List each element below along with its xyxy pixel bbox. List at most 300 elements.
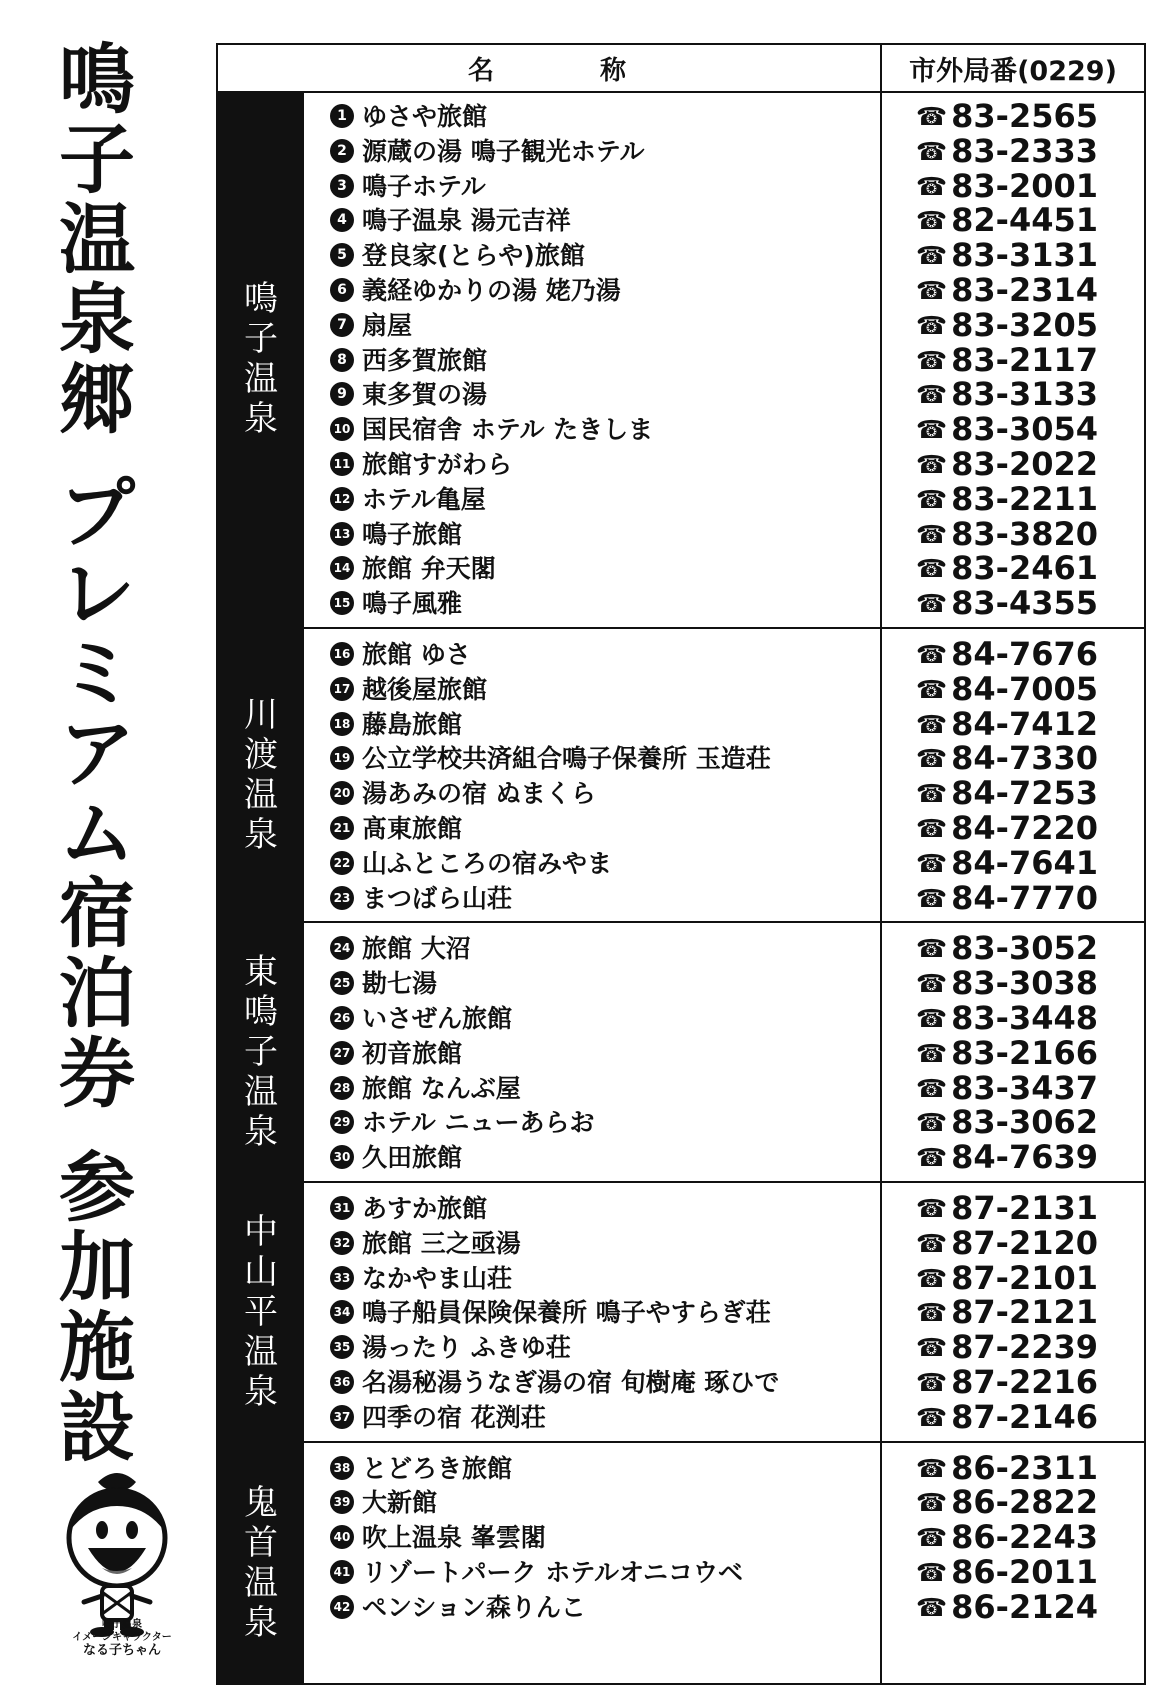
- section-label-char: 渡: [244, 735, 278, 776]
- facility-phone: [916, 238, 1098, 273]
- mascot-caption: [62, 1618, 182, 1657]
- section-label-char: 首: [244, 1522, 278, 1563]
- section-label-char: 中: [244, 1211, 278, 1252]
- phone-number: 86-2243: [951, 1518, 1099, 1557]
- table-row: [218, 1520, 1144, 1555]
- section-3: [218, 923, 1144, 1183]
- facility-name: 旅館 大沼: [362, 934, 471, 964]
- phone-number: 83-3052: [951, 929, 1099, 968]
- phone-icon: ☎: [916, 241, 948, 271]
- phone-icon: ☎: [916, 1228, 948, 1258]
- facility-phone: [916, 878, 1099, 917]
- table-row: [218, 447, 1144, 482]
- section-label-char: 温: [244, 1331, 278, 1372]
- phone-icon: ☎: [916, 1003, 948, 1033]
- facility-phone: [916, 1330, 1098, 1365]
- title-char: 温: [59, 195, 135, 284]
- facility-name: 湯あみの宿 ぬまくら: [362, 779, 596, 809]
- title-char: プ: [59, 469, 135, 558]
- facility-name: 旅館 弁天閣: [362, 554, 496, 584]
- phone-number: 83-2117: [951, 340, 1099, 379]
- facility-number: 33: [330, 1266, 354, 1290]
- section-label-char: 泉: [244, 399, 278, 439]
- phone-number: 84-7641: [951, 843, 1099, 882]
- table-header: [218, 45, 1144, 93]
- facility-name: なかやま山荘: [362, 1263, 513, 1293]
- title-char: 泊: [59, 949, 135, 1038]
- phone-number: 87-2120: [951, 1223, 1099, 1262]
- facility-number: 17: [330, 677, 354, 701]
- facility-number: 12: [330, 487, 354, 511]
- facility-name: 勘七湯: [362, 969, 438, 999]
- facility-number: 13: [330, 522, 354, 546]
- facility-phone: [916, 340, 1099, 379]
- facility-phone: [916, 1068, 1099, 1107]
- phone-icon: ☎: [916, 814, 948, 843]
- title-char: 子: [59, 115, 135, 204]
- phone-number: 83-3131: [951, 236, 1099, 275]
- facility-phone: [916, 1552, 1099, 1591]
- facility-name: 越後屋旅館: [362, 674, 488, 704]
- phone-icon: ☎: [916, 1368, 948, 1397]
- facility-number: 9: [330, 382, 354, 406]
- facility-phone: [916, 776, 1098, 811]
- phone-number: 83-2333: [951, 131, 1099, 170]
- phone-number: 84-7330: [951, 739, 1099, 778]
- facility-phone: [916, 1397, 1099, 1436]
- section-label-char: 鳴: [244, 992, 278, 1033]
- page-title: [52, 35, 142, 1472]
- phone-icon: ☎: [916, 310, 948, 340]
- section-label-char: 泉: [244, 1602, 278, 1643]
- facility-number: 14: [330, 556, 354, 580]
- facility-number: 24: [330, 936, 354, 960]
- title-char: レ: [59, 549, 135, 638]
- facility-phone: [916, 1520, 1098, 1555]
- table-row: [218, 1330, 1144, 1365]
- header-name: [218, 45, 878, 91]
- table-row: [218, 931, 1144, 966]
- facility-number: 6: [330, 278, 354, 302]
- facility-name: ホテル ニューあらお: [362, 1108, 595, 1138]
- title-char: 宿: [59, 869, 135, 958]
- phone-number: 84-7412: [951, 704, 1099, 743]
- facility-name: 東多賀の湯: [362, 380, 488, 410]
- facility-name: 名湯秘湯うなぎ湯の宿 旬樹庵 琢ひで: [362, 1368, 780, 1397]
- phone-icon: ☎: [916, 1453, 948, 1483]
- phone-number: 83-3437: [951, 1068, 1099, 1107]
- facility-number: 23: [330, 886, 354, 910]
- facility-number: 37: [330, 1405, 354, 1429]
- title-char: ア: [59, 709, 135, 798]
- facility-name: 鳴子風雅: [362, 589, 463, 619]
- table-row: [218, 1068, 1144, 1107]
- phone-number: 84-7005: [951, 669, 1099, 708]
- facility-number: 42: [330, 1595, 354, 1619]
- facility-name: 藤島旅館: [362, 709, 463, 739]
- phone-icon: ☎: [916, 709, 948, 739]
- facility-name: 鳴子船員保険保養所 鳴子やすらぎ荘: [362, 1298, 771, 1328]
- facility-phone: [916, 166, 1099, 205]
- facility-number: 20: [330, 781, 354, 805]
- table-row: [218, 1397, 1144, 1436]
- phone-number: 83-3448: [951, 998, 1099, 1037]
- title-char: 鳴: [59, 35, 135, 124]
- facility-number: 10: [330, 417, 354, 441]
- phone-number: 83-4355: [951, 584, 1099, 623]
- phone-icon: ☎: [916, 969, 948, 999]
- phone-icon: ☎: [916, 1143, 948, 1173]
- facility-phone: [916, 1448, 1099, 1487]
- table-row: [218, 1587, 1144, 1626]
- table-row: [218, 514, 1144, 553]
- mascot-caption-line1: 鳴子温泉: [102, 1619, 142, 1630]
- phone-number: 83-2314: [951, 271, 1099, 309]
- section-label-char: 泉: [244, 815, 278, 856]
- facility-name: 大新館: [362, 1488, 438, 1518]
- section-label-char: 東: [244, 952, 278, 993]
- facility-name: 国民宿舎 ホテル たきしま: [362, 415, 654, 445]
- facility-name: 鳴子ホテル: [362, 171, 486, 201]
- facility-number: 29: [330, 1110, 354, 1134]
- phone-icon: ☎: [916, 484, 948, 514]
- table-row: [218, 1033, 1144, 1072]
- section-label-char: 泉: [244, 1112, 278, 1153]
- phone-number: 86-2011: [951, 1552, 1099, 1591]
- phone-number: 83-2022: [951, 445, 1099, 483]
- facility-number: 27: [330, 1041, 354, 1065]
- phone-number: 84-7220: [951, 809, 1099, 847]
- phone-number: 82-4451: [951, 201, 1099, 240]
- phone-icon: ☎: [916, 1038, 948, 1068]
- facility-phone: [916, 1587, 1099, 1626]
- section-label-char: 平: [244, 1291, 278, 1332]
- facility-name: 鳴子旅館: [362, 519, 463, 549]
- table-row: [218, 811, 1144, 846]
- table-row: [218, 1191, 1144, 1226]
- section-label-char: 温: [244, 359, 278, 399]
- table-row: [218, 1448, 1144, 1487]
- facility-name: 四季の宿 花渕荘: [362, 1402, 546, 1432]
- facility-number: 8: [330, 348, 354, 372]
- title-char: 参: [59, 1143, 135, 1232]
- facility-phone: [916, 1295, 1098, 1330]
- phone-icon: ☎: [916, 102, 948, 131]
- table-row: [218, 741, 1144, 776]
- facility-phone: [916, 669, 1099, 708]
- facility-name: 旅館 なんぶ屋: [362, 1073, 521, 1103]
- facility-name: 公立学校共済組合鳴子保養所 玉造荘: [362, 744, 771, 774]
- facility-name: 初音旅館: [362, 1038, 463, 1068]
- header-name-char-2: 称: [600, 55, 629, 86]
- table-row: [218, 1552, 1144, 1591]
- facility-number: 2: [330, 139, 354, 163]
- facility-number: 28: [330, 1076, 354, 1100]
- facility-number: 11: [330, 452, 354, 476]
- table-row: [218, 966, 1144, 1001]
- phone-icon: ☎: [916, 206, 948, 236]
- title-char: 郷: [59, 355, 135, 444]
- table-row: [218, 1140, 1144, 1175]
- facility-number: 21: [330, 816, 354, 840]
- facility-name: 義経ゆかりの湯 姥乃湯: [362, 276, 621, 305]
- table-row: [218, 878, 1144, 917]
- facility-number: 41: [330, 1560, 354, 1584]
- phone-icon: ☎: [916, 1333, 948, 1363]
- phone-icon: ☎: [916, 1402, 948, 1432]
- facility-name: 源蔵の湯 鳴子観光ホテル: [362, 136, 645, 166]
- facility-phone: [916, 273, 1098, 308]
- facility-number: 38: [330, 1456, 354, 1480]
- facility-phone: [916, 843, 1099, 882]
- table-row: [218, 305, 1144, 344]
- table-row: [218, 551, 1144, 586]
- table-row: [218, 1258, 1144, 1297]
- phone-number: 83-3133: [951, 375, 1099, 414]
- table-row: [218, 1295, 1144, 1330]
- phone-icon: ☎: [916, 136, 948, 166]
- phone-number: 83-2211: [951, 479, 1099, 518]
- facility-name: 扇屋: [362, 310, 413, 340]
- phone-number: 83-3038: [951, 964, 1099, 1003]
- table-row: [218, 166, 1144, 205]
- section-label-char: 子: [244, 1032, 278, 1073]
- phone-number: 87-2216: [951, 1363, 1099, 1401]
- facility-number: 26: [330, 1006, 354, 1030]
- table-row: [218, 1105, 1144, 1140]
- facility-number: 3: [330, 174, 354, 198]
- phone-number: 83-2166: [951, 1033, 1099, 1072]
- facility-phone: [916, 305, 1099, 344]
- facility-name: 湯ったり ふきゆ荘: [362, 1333, 571, 1363]
- header-area-code: 市外局番(0229): [880, 45, 1144, 91]
- section-label-char: 鬼: [244, 1482, 278, 1523]
- phone-number: 84-7253: [951, 774, 1099, 813]
- section-5: [218, 1443, 1144, 1683]
- facility-number: 31: [330, 1196, 354, 1220]
- table-row: [218, 776, 1144, 811]
- phone-icon: ☎: [916, 554, 948, 584]
- phone-icon: ☎: [916, 171, 948, 201]
- facility-phone: [916, 1485, 1098, 1520]
- facility-number: 22: [330, 851, 354, 875]
- table-row: [218, 586, 1144, 621]
- facility-name: ホテル亀屋: [362, 484, 486, 514]
- facility-number: 5: [330, 243, 354, 267]
- facility-name: 西多賀旅館: [362, 345, 488, 375]
- phone-icon: ☎: [916, 1523, 948, 1553]
- phone-icon: ☎: [916, 1557, 948, 1587]
- phone-number: 87-2146: [951, 1397, 1099, 1436]
- facility-number: 4: [330, 208, 354, 232]
- facility-phone: [916, 412, 1098, 447]
- title-char: ム: [59, 789, 135, 878]
- phone-icon: ☎: [916, 744, 948, 774]
- facility-table: [216, 43, 1146, 1685]
- facility-phone: [916, 998, 1099, 1037]
- facility-number: 16: [330, 642, 354, 666]
- section-label-char: 温: [244, 1562, 278, 1603]
- facility-phone: [916, 377, 1098, 412]
- phone-number: 84-7676: [951, 635, 1099, 673]
- facility-phone: [916, 514, 1099, 553]
- section-1: [218, 91, 1144, 629]
- phone-icon: ☎: [916, 1108, 948, 1138]
- table-row: [218, 843, 1144, 882]
- section-label-char: 山: [244, 1251, 278, 1292]
- phone-number: 86-2822: [951, 1483, 1099, 1522]
- facility-phone: [916, 637, 1098, 672]
- facility-name: 旅館すがわら: [362, 450, 513, 479]
- phone-icon: ☎: [916, 640, 948, 669]
- phone-number: 83-2565: [951, 97, 1099, 135]
- phone-icon: ☎: [916, 415, 948, 445]
- phone-icon: ☎: [916, 589, 948, 619]
- facility-number: 18: [330, 712, 354, 736]
- phone-icon: ☎: [916, 1073, 948, 1103]
- table-row: [218, 99, 1144, 134]
- facility-phone: [916, 1191, 1098, 1226]
- table-row: [218, 340, 1144, 379]
- facility-number: 40: [330, 1525, 354, 1549]
- facility-name: 山ふところの宿みやま: [362, 848, 613, 878]
- table-row: [218, 704, 1144, 743]
- phone-number: 83-2461: [951, 549, 1099, 588]
- phone-icon: ☎: [916, 934, 948, 964]
- phone-icon: ☎: [916, 1298, 948, 1328]
- table-row: [218, 637, 1144, 672]
- facility-name: 久田旅館: [362, 1143, 463, 1173]
- facility-phone: [916, 1140, 1098, 1175]
- facility-name: あすか旅館: [362, 1194, 488, 1223]
- title-char: 泉: [59, 275, 135, 364]
- facility-phone: [916, 1223, 1099, 1262]
- phone-icon: ☎: [916, 848, 948, 878]
- facility-name: 髙東旅館: [362, 814, 463, 843]
- phone-number: 84-7770: [951, 878, 1099, 917]
- facility-phone: [916, 931, 1098, 966]
- section-2: [218, 629, 1144, 923]
- facility-phone: [916, 1258, 1099, 1297]
- phone-number: 83-2001: [951, 166, 1099, 205]
- phone-icon: ☎: [916, 779, 948, 809]
- facility-phone: [916, 586, 1098, 621]
- phone-icon: ☎: [916, 276, 948, 305]
- phone-number: 87-2131: [951, 1189, 1099, 1227]
- facility-phone: [916, 1365, 1098, 1400]
- title-char: 加: [59, 1223, 135, 1312]
- facility-phone: [916, 447, 1098, 482]
- table-row: [218, 203, 1144, 238]
- facility-name: 登良家(とらや)旅館: [362, 241, 585, 271]
- phone-number: 87-2239: [951, 1328, 1099, 1367]
- table-row: [218, 273, 1144, 308]
- facility-name: まつばら山荘: [362, 883, 513, 913]
- table-row: [218, 998, 1144, 1037]
- title-char: 券: [59, 1029, 135, 1118]
- facility-name: とどろき旅館: [362, 1453, 513, 1483]
- facility-name: 旅館 三之亟湯: [362, 1228, 521, 1258]
- section-4: [218, 1183, 1144, 1443]
- facility-number: 35: [330, 1335, 354, 1359]
- facility-number: 25: [330, 971, 354, 995]
- facility-number: 1: [330, 104, 354, 128]
- title-char: 施: [59, 1303, 135, 1392]
- facility-phone: [916, 966, 1098, 1001]
- section-label-char: 川: [244, 695, 278, 736]
- table-row: [218, 669, 1144, 708]
- table-row: [218, 1485, 1144, 1520]
- facility-phone: [916, 551, 1098, 586]
- facility-phone: [916, 811, 1098, 846]
- section-label-char: 子: [244, 319, 278, 359]
- phone-icon: ☎: [916, 883, 948, 913]
- facility-number: 19: [330, 746, 354, 770]
- table-row: [218, 238, 1144, 273]
- facility-phone: [916, 99, 1098, 134]
- phone-icon: ☎: [916, 450, 948, 479]
- phone-number: 83-3205: [951, 305, 1099, 344]
- facility-phone: [916, 131, 1099, 170]
- phone-icon: ☎: [916, 1592, 948, 1622]
- section-label-char: 鳴: [244, 279, 278, 319]
- phone-number: 83-3054: [951, 410, 1099, 449]
- facility-number: 39: [330, 1490, 354, 1514]
- section-label-char: 温: [244, 775, 278, 816]
- facility-name: 吹上温泉 峯雲閣: [362, 1523, 546, 1553]
- title-char: ミ: [59, 629, 135, 718]
- title-char: 設: [59, 1383, 135, 1472]
- phone-number: 84-7639: [951, 1138, 1099, 1177]
- phone-icon: ☎: [916, 1194, 948, 1223]
- facility-phone: [916, 1033, 1099, 1072]
- facility-name: いさぜん旅館: [362, 1003, 513, 1033]
- phone-number: 83-3062: [951, 1103, 1099, 1142]
- table-row: [218, 412, 1144, 447]
- facility-name: 鳴子温泉 湯元吉祥: [362, 206, 571, 236]
- header-name-char-1: 名: [467, 55, 496, 86]
- table-row: [218, 377, 1144, 412]
- facility-number: 34: [330, 1300, 354, 1324]
- phone-number: 83-3820: [951, 514, 1099, 553]
- phone-number: 86-2311: [951, 1448, 1099, 1487]
- phone-icon: ☎: [916, 380, 948, 410]
- facility-phone: [916, 704, 1099, 743]
- table-row: [218, 131, 1144, 170]
- phone-icon: ☎: [916, 1488, 948, 1518]
- phone-number: 87-2101: [951, 1258, 1099, 1297]
- facility-name: 旅館 ゆさ: [362, 640, 471, 669]
- phone-number: 87-2121: [951, 1293, 1099, 1332]
- facility-number: 7: [330, 313, 354, 337]
- phone-icon: ☎: [916, 1263, 948, 1293]
- facility-number: 15: [330, 591, 354, 615]
- mascot-caption-line2: イメージキャラクター: [72, 1632, 172, 1643]
- facility-number: 30: [330, 1145, 354, 1169]
- phone-icon: ☎: [916, 674, 948, 704]
- facility-name: ゆさや旅館: [362, 102, 488, 131]
- phone-icon: ☎: [916, 345, 948, 375]
- section-label-char: 温: [244, 1072, 278, 1113]
- phone-number: 86-2124: [951, 1587, 1099, 1626]
- facility-number: 36: [330, 1370, 354, 1394]
- facility-phone: [916, 1105, 1098, 1140]
- facility-name: ペンション森りんこ: [362, 1592, 586, 1622]
- facility-phone: [916, 479, 1099, 518]
- facility-name: リゾートパーク ホテルオニコウベ: [362, 1557, 743, 1587]
- section-label-char: 泉: [244, 1371, 278, 1412]
- phone-icon: ☎: [916, 519, 948, 549]
